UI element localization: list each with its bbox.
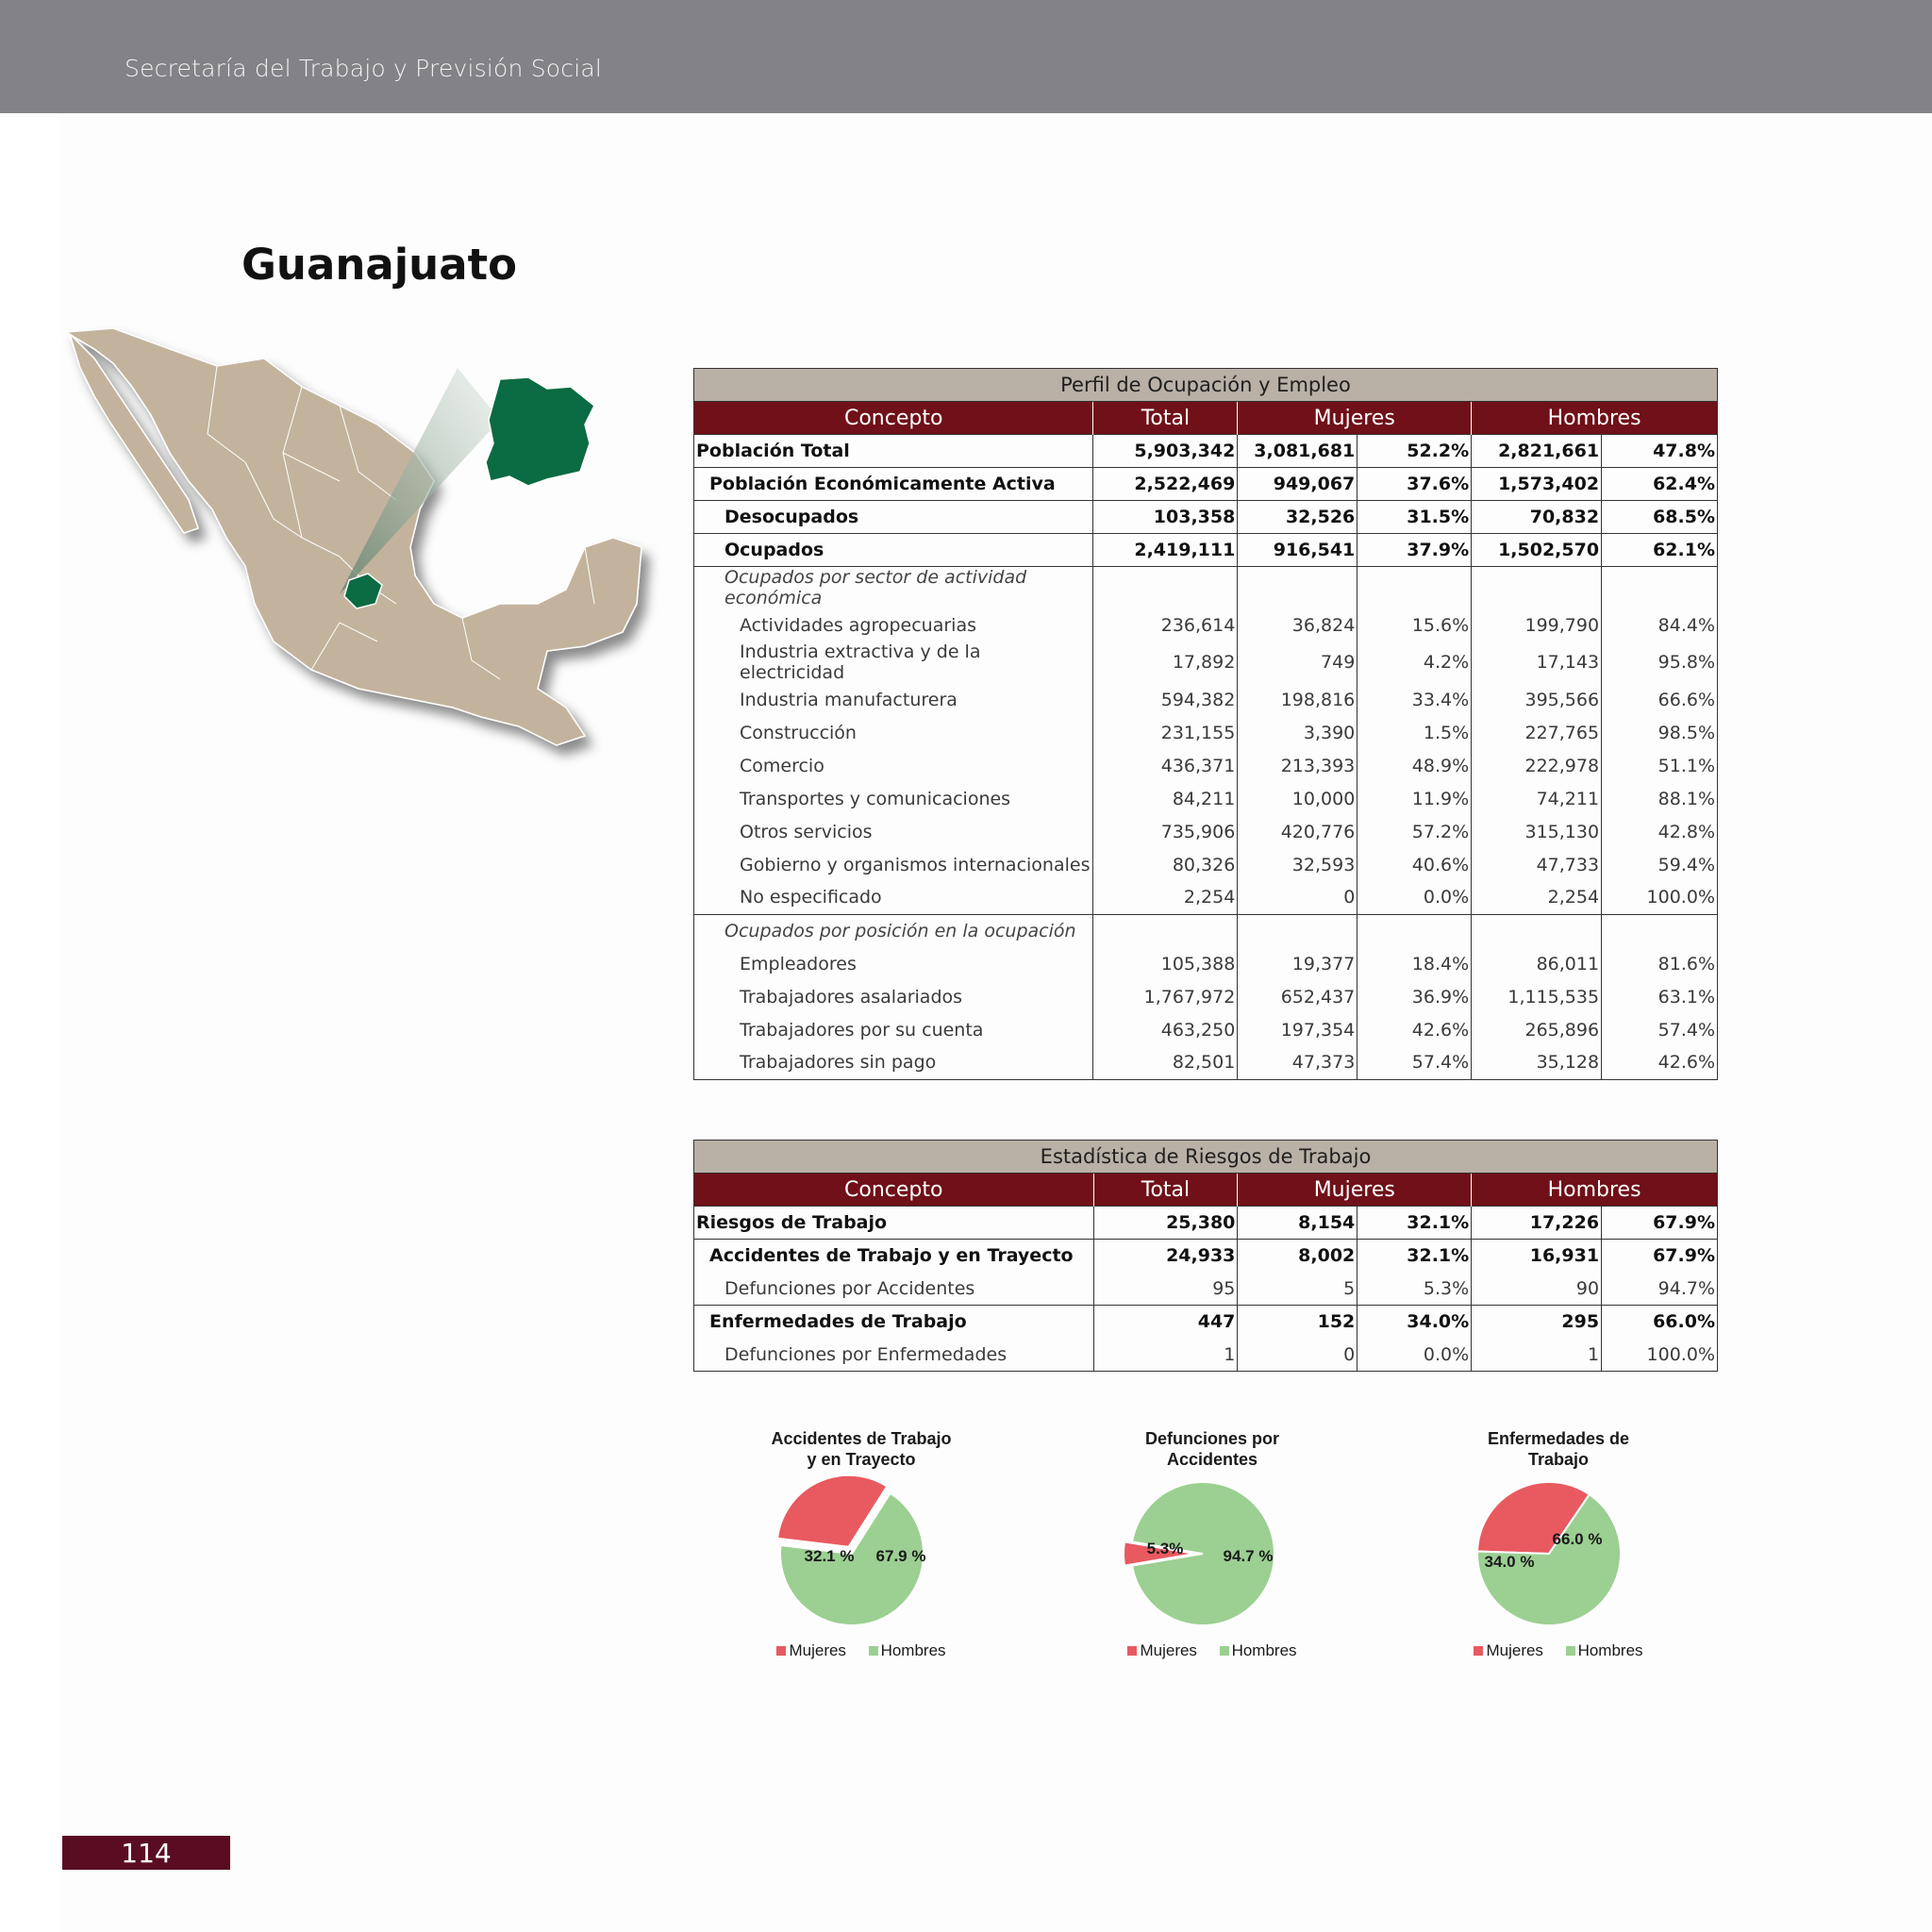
col-total: Total — [1093, 1174, 1238, 1207]
cell-mujeres: 3,081,681 — [1238, 435, 1357, 468]
cell-mujeres-pct: 37.6% — [1357, 468, 1472, 501]
table-row — [694, 1046, 1718, 1079]
cell-hombres-pct: 62.1% — [1602, 534, 1718, 567]
table-row — [694, 608, 1718, 641]
cell-mujeres-pct: 34.0% — [1357, 1306, 1472, 1339]
cell-mujeres-pct: 32.1% — [1357, 1240, 1472, 1273]
table-row — [694, 1306, 1718, 1339]
cell-total: 82,501 — [1093, 1046, 1238, 1079]
table-row — [694, 567, 1718, 609]
pie-title — [739, 1428, 984, 1470]
cell-total: 24,933 — [1093, 1240, 1238, 1273]
pie-legend — [1436, 1641, 1681, 1660]
cell-hombres-pct: 66.0% — [1602, 1306, 1718, 1339]
pie-svg — [739, 1474, 984, 1634]
cell-hombres: 265,896 — [1472, 1013, 1602, 1046]
cell-hombres: 1,115,535 — [1472, 980, 1602, 1013]
legend-swatch-hombres — [1566, 1646, 1575, 1656]
table-title: Estadística de Riesgos de Trabajo — [694, 1141, 1718, 1174]
row-label: Trabajadores por su cuenta — [694, 1013, 1093, 1046]
cell-mujeres-pct: 0.0% — [1357, 1339, 1472, 1372]
table-row — [694, 947, 1718, 980]
cell-hombres: 86,011 — [1472, 947, 1602, 980]
cell-mujeres-pct: 4.2% — [1357, 641, 1472, 683]
cell-mujeres-pct: 57.2% — [1357, 815, 1472, 848]
legend-swatch-mujeres — [1474, 1646, 1483, 1656]
cell-mujeres — [1238, 567, 1357, 609]
cell-mujeres-pct: 15.6% — [1357, 608, 1472, 641]
cell-total: 105,388 — [1093, 947, 1238, 980]
risks-table — [693, 1140, 1718, 1372]
cell-hombres-pct: 95.8% — [1602, 641, 1718, 683]
cell-mujeres — [1238, 914, 1357, 947]
cell-hombres-pct: 42.6% — [1602, 1046, 1718, 1079]
cell-mujeres: 916,541 — [1238, 534, 1357, 567]
row-label: Industria extractiva y de la electricidad — [694, 641, 1093, 683]
cell-hombres-pct: 62.4% — [1602, 468, 1718, 501]
cell-mujeres-pct: 48.9% — [1357, 749, 1472, 782]
cell-mujeres: 420,776 — [1238, 815, 1357, 848]
legend-label: Mujeres — [1140, 1641, 1197, 1659]
cell-mujeres-pct: 37.9% — [1357, 534, 1472, 567]
cell-mujeres: 213,393 — [1238, 749, 1357, 782]
guanajuato-enlarged — [486, 377, 594, 486]
cell-hombres-pct — [1602, 567, 1718, 609]
pie-legend — [1090, 1641, 1335, 1660]
page-number: 114 — [121, 1838, 172, 1869]
cell-mujeres: 8,154 — [1238, 1207, 1357, 1240]
row-label: Desocupados — [694, 501, 1093, 534]
cell-hombres-pct: 68.5% — [1602, 501, 1718, 534]
table-row — [694, 848, 1718, 881]
table-row — [694, 914, 1718, 947]
cell-hombres: 90 — [1472, 1273, 1602, 1306]
cell-total — [1093, 914, 1238, 947]
cell-mujeres: 32,593 — [1238, 848, 1357, 881]
cell-total: 594,382 — [1093, 683, 1238, 716]
cell-total — [1093, 567, 1238, 609]
mexico-map — [57, 321, 679, 774]
cell-hombres: 47,733 — [1472, 848, 1602, 881]
cell-hombres: 295 — [1472, 1306, 1602, 1339]
legend-label: Mujeres — [1486, 1641, 1543, 1659]
row-label: Accidentes de Trabajo y en Trayecto — [694, 1240, 1094, 1273]
cell-total: 2,254 — [1093, 881, 1238, 914]
cell-mujeres: 198,816 — [1238, 683, 1357, 716]
cell-mujeres: 47,373 — [1238, 1046, 1357, 1079]
table-row — [694, 1240, 1718, 1273]
cell-mujeres: 0 — [1238, 881, 1357, 914]
pie-title-line: Enfermedades de — [1487, 1429, 1630, 1448]
table-row — [694, 1013, 1718, 1046]
cell-mujeres: 3,390 — [1238, 716, 1357, 749]
cell-hombres: 17,143 — [1472, 641, 1602, 683]
cell-hombres: 2,821,661 — [1472, 435, 1602, 468]
table-row — [694, 815, 1718, 848]
col-mujeres: Mujeres — [1238, 1174, 1472, 1207]
cell-mujeres-pct: 0.0% — [1357, 881, 1472, 914]
cell-mujeres: 197,354 — [1238, 1013, 1357, 1046]
cell-total: 236,614 — [1093, 608, 1238, 641]
row-label: Defunciones por Enfermedades — [694, 1339, 1094, 1372]
table-row — [694, 1207, 1718, 1240]
col-concepto: Concepto — [694, 402, 1093, 435]
cell-mujeres: 949,067 — [1238, 468, 1357, 501]
cell-mujeres: 749 — [1238, 641, 1357, 683]
table-title: Perfil de Ocupación y Empleo — [694, 369, 1718, 402]
cell-hombres-pct: 57.4% — [1602, 1013, 1718, 1046]
cell-total: 231,155 — [1093, 716, 1238, 749]
cell-total: 5,903,342 — [1093, 435, 1238, 468]
legend-label: Hombres — [880, 1641, 946, 1659]
legend-swatch-mujeres — [776, 1646, 786, 1656]
cell-total: 463,250 — [1093, 1013, 1238, 1046]
pie-svg — [1436, 1474, 1681, 1634]
legend-label: Hombres — [1231, 1641, 1297, 1659]
row-label: Transportes y comunicaciones — [694, 782, 1093, 815]
row-label: Empleadores — [694, 947, 1093, 980]
cell-hombres-pct — [1602, 914, 1718, 947]
cell-hombres: 70,832 — [1472, 501, 1602, 534]
cell-hombres-pct: 47.8% — [1602, 435, 1718, 468]
table-row — [694, 782, 1718, 815]
table-row — [694, 468, 1718, 501]
table-row — [694, 1273, 1718, 1306]
row-label: Ocupados — [694, 534, 1093, 567]
cell-hombres: 315,130 — [1472, 815, 1602, 848]
cell-total: 2,419,111 — [1093, 534, 1238, 567]
legend-label: Mujeres — [789, 1641, 846, 1659]
cell-mujeres-pct — [1357, 914, 1472, 947]
col-total: Total — [1093, 402, 1238, 435]
cell-hombres: 199,790 — [1472, 608, 1602, 641]
cell-hombres-pct: 42.8% — [1602, 815, 1718, 848]
cell-hombres-pct: 51.1% — [1602, 749, 1718, 782]
pie-title-line: Defunciones por — [1144, 1429, 1279, 1448]
cell-mujeres-pct: 33.4% — [1357, 683, 1472, 716]
cell-mujeres: 152 — [1238, 1306, 1357, 1339]
cell-mujeres-pct: 40.6% — [1357, 848, 1472, 881]
cell-hombres: 1,502,570 — [1472, 534, 1602, 567]
row-label: Trabajadores sin pago — [694, 1046, 1093, 1079]
cell-hombres-pct: 67.9% — [1602, 1240, 1718, 1273]
cell-hombres-pct: 67.9% — [1602, 1207, 1718, 1240]
table-row — [694, 716, 1718, 749]
cell-mujeres-pct: 18.4% — [1357, 947, 1472, 980]
cell-mujeres: 0 — [1238, 1339, 1357, 1372]
pie-chart-accidentes — [739, 1428, 984, 1674]
row-label: Población Total — [694, 435, 1093, 468]
cell-total: 447 — [1093, 1306, 1238, 1339]
cell-hombres-pct: 81.6% — [1602, 947, 1718, 980]
cell-mujeres-pct: 52.2% — [1357, 435, 1472, 468]
pie-legend — [739, 1641, 984, 1660]
pie-label-hombres: 94.7 % — [1223, 1547, 1274, 1565]
pie-label-mujeres: 34.0 % — [1484, 1553, 1535, 1571]
table-row — [694, 1339, 1718, 1372]
cell-mujeres-pct — [1357, 567, 1472, 609]
table-row — [694, 641, 1718, 683]
pie-label-hombres: 66.0 % — [1552, 1530, 1603, 1548]
cell-hombres: 2,254 — [1472, 881, 1602, 914]
table-row — [694, 534, 1718, 567]
cell-mujeres-pct: 1.5% — [1357, 716, 1472, 749]
cell-hombres: 1 — [1472, 1339, 1602, 1372]
cell-hombres: 16,931 — [1472, 1240, 1602, 1273]
cell-hombres-pct: 88.1% — [1602, 782, 1718, 815]
row-label: Construcción — [694, 716, 1093, 749]
cell-hombres-pct: 84.4% — [1602, 608, 1718, 641]
cell-hombres-pct: 98.5% — [1602, 716, 1718, 749]
cell-mujeres-pct: 57.4% — [1357, 1046, 1472, 1079]
cell-total: 80,326 — [1093, 848, 1238, 881]
cell-hombres-pct: 100.0% — [1602, 881, 1718, 914]
employment-table — [693, 368, 1718, 1080]
table-row — [694, 749, 1718, 782]
col-hombres: Hombres — [1472, 402, 1718, 435]
table-row — [694, 683, 1718, 716]
row-label: Riesgos de Trabajo — [694, 1207, 1094, 1240]
state-title: Guanajuato — [242, 240, 517, 290]
header-title: Secretaría del Trabajo y Previsión Social — [125, 55, 603, 82]
row-label: Trabajadores asalariados — [694, 980, 1093, 1013]
row-label: Defunciones por Accidentes — [694, 1273, 1094, 1306]
row-label: Otros servicios — [694, 815, 1093, 848]
cell-hombres-pct: 100.0% — [1602, 1339, 1718, 1372]
cell-mujeres: 19,377 — [1238, 947, 1357, 980]
cell-mujeres: 652,437 — [1238, 980, 1357, 1013]
table-row — [694, 980, 1718, 1013]
cell-mujeres: 8,002 — [1238, 1240, 1357, 1273]
cell-mujeres-pct: 42.6% — [1357, 1013, 1472, 1046]
cell-hombres: 35,128 — [1472, 1046, 1602, 1079]
cell-total: 2,522,469 — [1093, 468, 1238, 501]
cell-hombres — [1472, 567, 1602, 609]
page-number-box — [62, 1836, 230, 1870]
cell-total: 1,767,972 — [1093, 980, 1238, 1013]
table-row — [694, 435, 1718, 468]
row-label: Comercio — [694, 749, 1093, 782]
row-label: Industria manufacturera — [694, 683, 1093, 716]
cell-hombres-pct: 59.4% — [1602, 848, 1718, 881]
cell-total: 95 — [1093, 1273, 1238, 1306]
pie-label-mujeres: 5.3% — [1146, 1540, 1184, 1557]
cell-total: 436,371 — [1093, 749, 1238, 782]
cell-total: 103,358 — [1093, 501, 1238, 534]
pie-title-line: Accidentes de Trabajo — [771, 1429, 952, 1448]
pie-label-mujeres: 32.1 % — [804, 1547, 855, 1565]
cell-hombres — [1472, 914, 1602, 947]
cell-total: 25,380 — [1093, 1207, 1238, 1240]
pie-title — [1090, 1428, 1335, 1470]
pie-chart-defunciones — [1090, 1428, 1335, 1674]
cell-total: 84,211 — [1093, 782, 1238, 815]
cell-hombres-pct: 66.6% — [1602, 683, 1718, 716]
cell-hombres: 222,978 — [1472, 749, 1602, 782]
legend-label: Hombres — [1577, 1641, 1643, 1659]
cell-mujeres-pct: 36.9% — [1357, 980, 1472, 1013]
pie-label-hombres: 67.9 % — [875, 1547, 926, 1565]
cell-mujeres: 32,526 — [1238, 501, 1357, 534]
row-label: Actividades agropecuarias — [694, 608, 1093, 641]
cell-hombres-pct: 94.7% — [1602, 1273, 1718, 1306]
row-label: Ocupados por sector de actividad económica — [694, 567, 1093, 609]
cell-mujeres: 5 — [1238, 1273, 1357, 1306]
pie-svg — [1090, 1474, 1335, 1634]
cell-hombres: 17,226 — [1472, 1207, 1602, 1240]
pie-title-line: Trabajo — [1527, 1450, 1590, 1469]
col-concepto: Concepto — [694, 1174, 1094, 1207]
cell-hombres: 395,566 — [1472, 683, 1602, 716]
cell-mujeres-pct: 11.9% — [1357, 782, 1472, 815]
cell-mujeres-pct: 5.3% — [1357, 1273, 1472, 1306]
table-row — [694, 501, 1718, 534]
cell-total: 17,892 — [1093, 641, 1238, 683]
cell-hombres: 74,211 — [1472, 782, 1602, 815]
cell-hombres-pct: 63.1% — [1602, 980, 1718, 1013]
cell-mujeres: 10,000 — [1238, 782, 1357, 815]
legend-swatch-mujeres — [1127, 1646, 1137, 1656]
cell-hombres: 1,573,402 — [1472, 468, 1602, 501]
cell-mujeres-pct: 31.5% — [1357, 501, 1472, 534]
pie-title-line: y en Trayecto — [807, 1450, 916, 1469]
cell-hombres: 227,765 — [1472, 716, 1602, 749]
pie-title — [1436, 1428, 1681, 1470]
col-mujeres: Mujeres — [1238, 402, 1472, 435]
legend-swatch-hombres — [869, 1646, 878, 1656]
cell-total: 1 — [1093, 1339, 1238, 1372]
row-label: Ocupados por posición en la ocupación — [694, 914, 1093, 947]
cell-mujeres-pct: 32.1% — [1357, 1207, 1472, 1240]
legend-swatch-hombres — [1220, 1646, 1229, 1656]
pie-chart-enfermedades — [1436, 1428, 1681, 1674]
table-row — [694, 881, 1718, 914]
row-label: Población Económicamente Activa — [694, 468, 1093, 501]
col-hombres: Hombres — [1472, 1174, 1718, 1207]
row-label: Gobierno y organismos internacionales — [694, 848, 1093, 881]
pie-title-line: Accidentes — [1166, 1450, 1258, 1469]
cell-total: 735,906 — [1093, 815, 1238, 848]
cell-mujeres: 36,824 — [1238, 608, 1357, 641]
row-label: Enfermedades de Trabajo — [694, 1306, 1094, 1339]
row-label: No especificado — [694, 881, 1093, 914]
